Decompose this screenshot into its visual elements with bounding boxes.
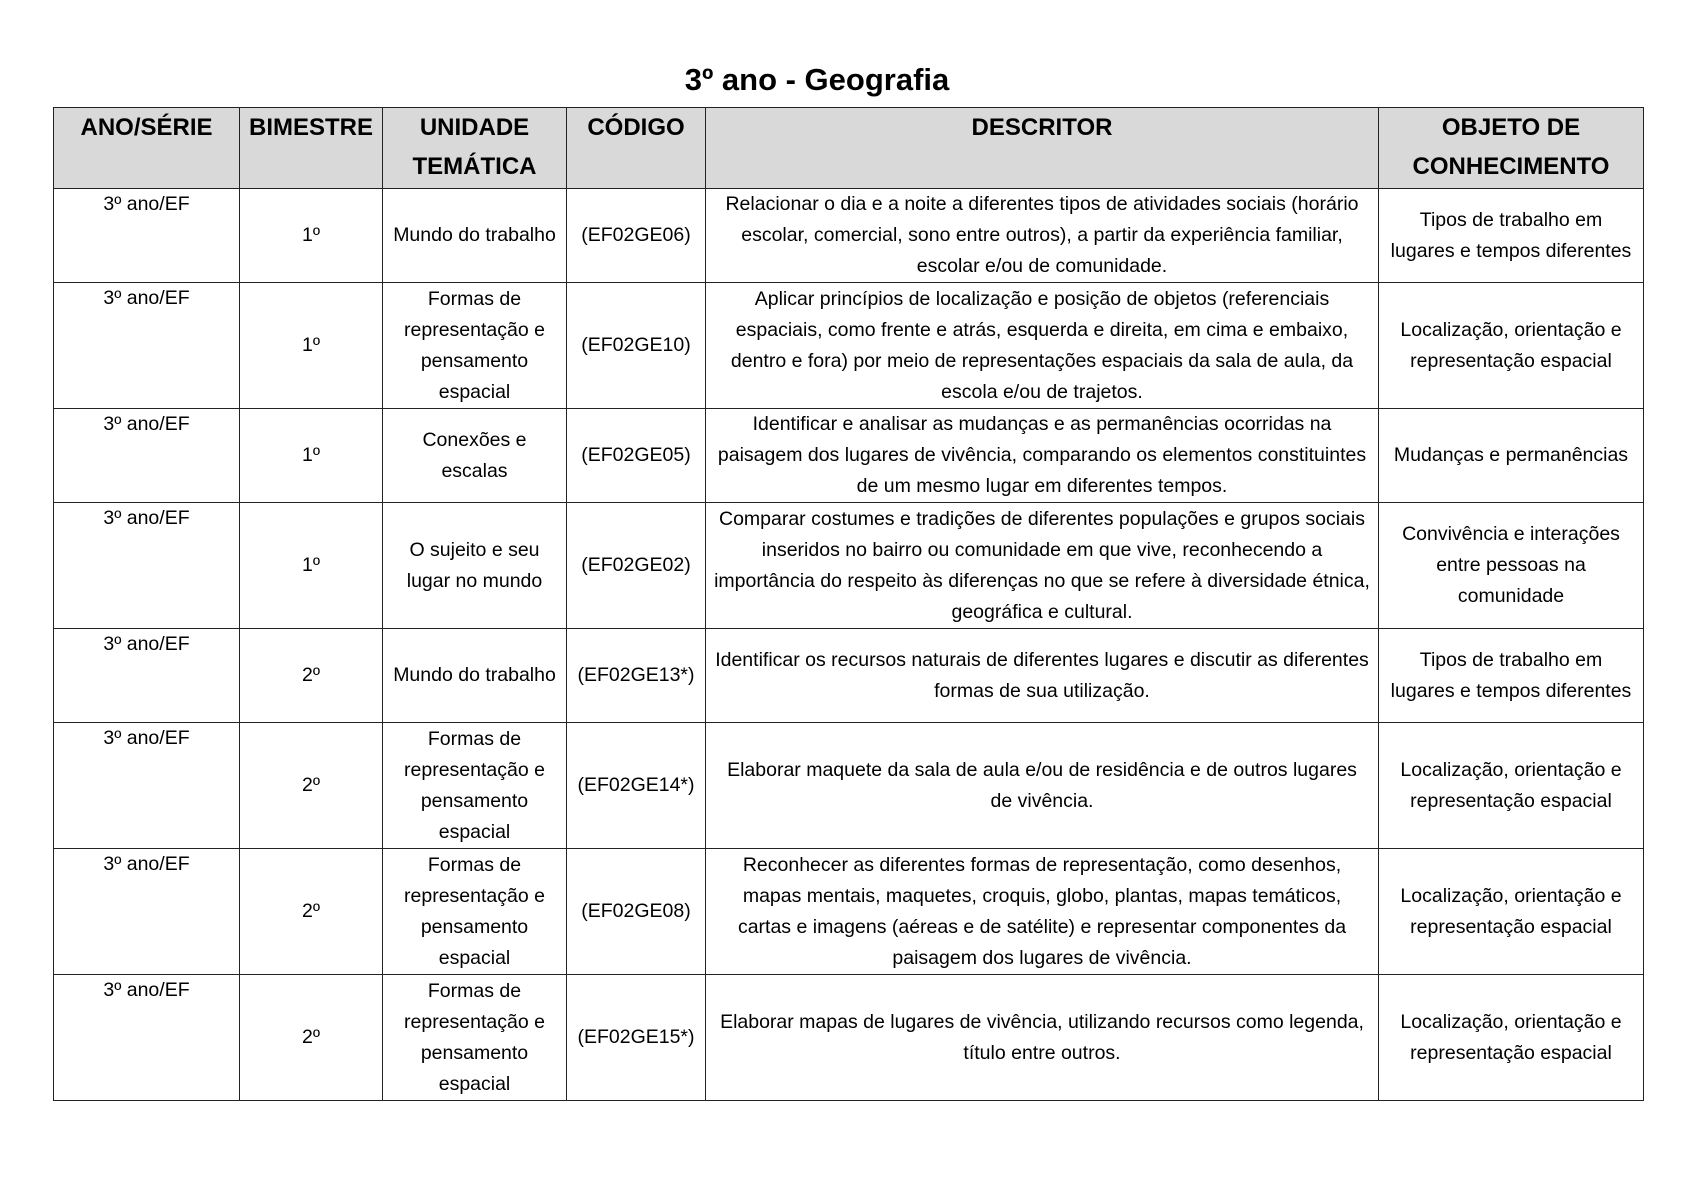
cell-descritor: Aplicar princípios de localização e posição de objetos (referenciais espaciais, como frente e atrás, esquerda e direita, em cima e embaixo, dentro e fora) por meio de representações espaciais da sala de aula, da escola e/ou de trajetos. bbox=[706, 283, 1379, 409]
cell-objeto-conhecimento: Convivência e interações entre pessoas na comunidade bbox=[1379, 503, 1644, 629]
cell-codigo: (EF02GE10) bbox=[567, 283, 706, 409]
cell-descritor: Identificar os recursos naturais de diferentes lugares e discutir as diferentes formas de sua utilização. bbox=[706, 629, 1379, 723]
cell-bimestre: 2º bbox=[240, 723, 383, 849]
cell-descritor: Elaborar maquete da sala de aula e/ou de residência e de outros lugares de vivência. bbox=[706, 723, 1379, 849]
cell-descritor: Identificar e analisar as mudanças e as permanências ocorridas na paisagem dos lugares de vivência, comparando os elementos constituintes de um mesmo lugar em diferentes tempos. bbox=[706, 409, 1379, 503]
curriculum-table bbox=[53, 107, 1644, 1101]
cell-descritor: Comparar costumes e tradições de diferentes populações e grupos sociais inseridos no bairro ou comunidade em que vive, reconhecendo a importância do respeito às diferenças no que se refere à diversidade étnica, geográfica e cultural. bbox=[706, 503, 1379, 629]
table-row bbox=[54, 283, 1644, 409]
cell-descritor: Elaborar mapas de lugares de vivência, utilizando recursos como legenda, título entre outros. bbox=[706, 975, 1379, 1101]
cell-codigo: (EF02GE06) bbox=[567, 189, 706, 283]
cell-objeto-conhecimento: Localização, orientação e representação espacial bbox=[1379, 975, 1644, 1101]
cell-codigo: (EF02GE13*) bbox=[567, 629, 706, 723]
cell-ano-serie: 3º ano/EF bbox=[54, 503, 240, 629]
cell-unidade-tematica: Formas de representação e pensamento espacial bbox=[383, 723, 567, 849]
table-row bbox=[54, 849, 1644, 975]
header-codigo: CÓDIGO bbox=[567, 108, 706, 189]
cell-ano-serie: 3º ano/EF bbox=[54, 723, 240, 849]
cell-ano-serie: 3º ano/EF bbox=[54, 409, 240, 503]
cell-descritor: Relacionar o dia e a noite a diferentes tipos de atividades sociais (horário escolar, comercial, sono entre outros), a partir da experiência familiar, escolar e/ou de comunidade. bbox=[706, 189, 1379, 283]
table-header-row bbox=[54, 108, 1644, 189]
table-row bbox=[54, 189, 1644, 283]
cell-objeto-conhecimento: Localização, orientação e representação espacial bbox=[1379, 723, 1644, 849]
cell-ano-serie: 3º ano/EF bbox=[54, 629, 240, 723]
header-unidade-tematica: UNIDADE TEMÁTICA bbox=[383, 108, 567, 189]
cell-ano-serie: 3º ano/EF bbox=[54, 189, 240, 283]
cell-unidade-tematica: Mundo do trabalho bbox=[383, 629, 567, 723]
cell-ano-serie: 3º ano/EF bbox=[54, 975, 240, 1101]
cell-objeto-conhecimento: Tipos de trabalho em lugares e tempos diferentes bbox=[1379, 189, 1644, 283]
cell-ano-serie: 3º ano/EF bbox=[54, 849, 240, 975]
cell-unidade-tematica: Mundo do trabalho bbox=[383, 189, 567, 283]
cell-bimestre: 1º bbox=[240, 189, 383, 283]
cell-objeto-conhecimento: Mudanças e permanências bbox=[1379, 409, 1644, 503]
cell-codigo: (EF02GE14*) bbox=[567, 723, 706, 849]
cell-codigo: (EF02GE05) bbox=[567, 409, 706, 503]
cell-codigo: (EF02GE08) bbox=[567, 849, 706, 975]
table-row bbox=[54, 723, 1644, 849]
cell-objeto-conhecimento: Localização, orientação e representação espacial bbox=[1379, 283, 1644, 409]
header-descritor: DESCRITOR bbox=[706, 108, 1379, 189]
cell-ano-serie: 3º ano/EF bbox=[54, 283, 240, 409]
table-row bbox=[54, 409, 1644, 503]
cell-bimestre: 2º bbox=[240, 629, 383, 723]
cell-unidade-tematica: Formas de representação e pensamento espacial bbox=[383, 975, 567, 1101]
table-row bbox=[54, 503, 1644, 629]
header-ano-serie: ANO/SÉRIE bbox=[54, 108, 240, 189]
cell-bimestre: 1º bbox=[240, 503, 383, 629]
header-bimestre: BIMESTRE bbox=[240, 108, 383, 189]
cell-codigo: (EF02GE15*) bbox=[567, 975, 706, 1101]
table-row bbox=[54, 975, 1644, 1101]
cell-bimestre: 1º bbox=[240, 409, 383, 503]
table-row bbox=[54, 629, 1644, 723]
cell-codigo: (EF02GE02) bbox=[567, 503, 706, 629]
cell-objeto-conhecimento: Tipos de trabalho em lugares e tempos diferentes bbox=[1379, 629, 1644, 723]
cell-unidade-tematica: Formas de representação e pensamento espacial bbox=[383, 283, 567, 409]
cell-unidade-tematica: Formas de representação e pensamento espacial bbox=[383, 849, 567, 975]
cell-bimestre: 2º bbox=[240, 975, 383, 1101]
page-title: 3º ano - Geografia bbox=[684, 62, 950, 97]
cell-unidade-tematica: Conexões e escalas bbox=[383, 409, 567, 503]
cell-bimestre: 2º bbox=[240, 849, 383, 975]
header-objeto-conhecimento: OBJETO DE CONHECIMENTO bbox=[1379, 108, 1644, 189]
cell-bimestre: 1º bbox=[240, 283, 383, 409]
cell-unidade-tematica: O sujeito e seu lugar no mundo bbox=[383, 503, 567, 629]
cell-objeto-conhecimento: Localização, orientação e representação espacial bbox=[1379, 849, 1644, 975]
cell-descritor: Reconhecer as diferentes formas de representação, como desenhos, mapas mentais, maquetes, croquis, globo, plantas, mapas temáticos, cartas e imagens (aéreas e de satélite) e representar componentes da paisagem dos lugares de vivência. bbox=[706, 849, 1379, 975]
